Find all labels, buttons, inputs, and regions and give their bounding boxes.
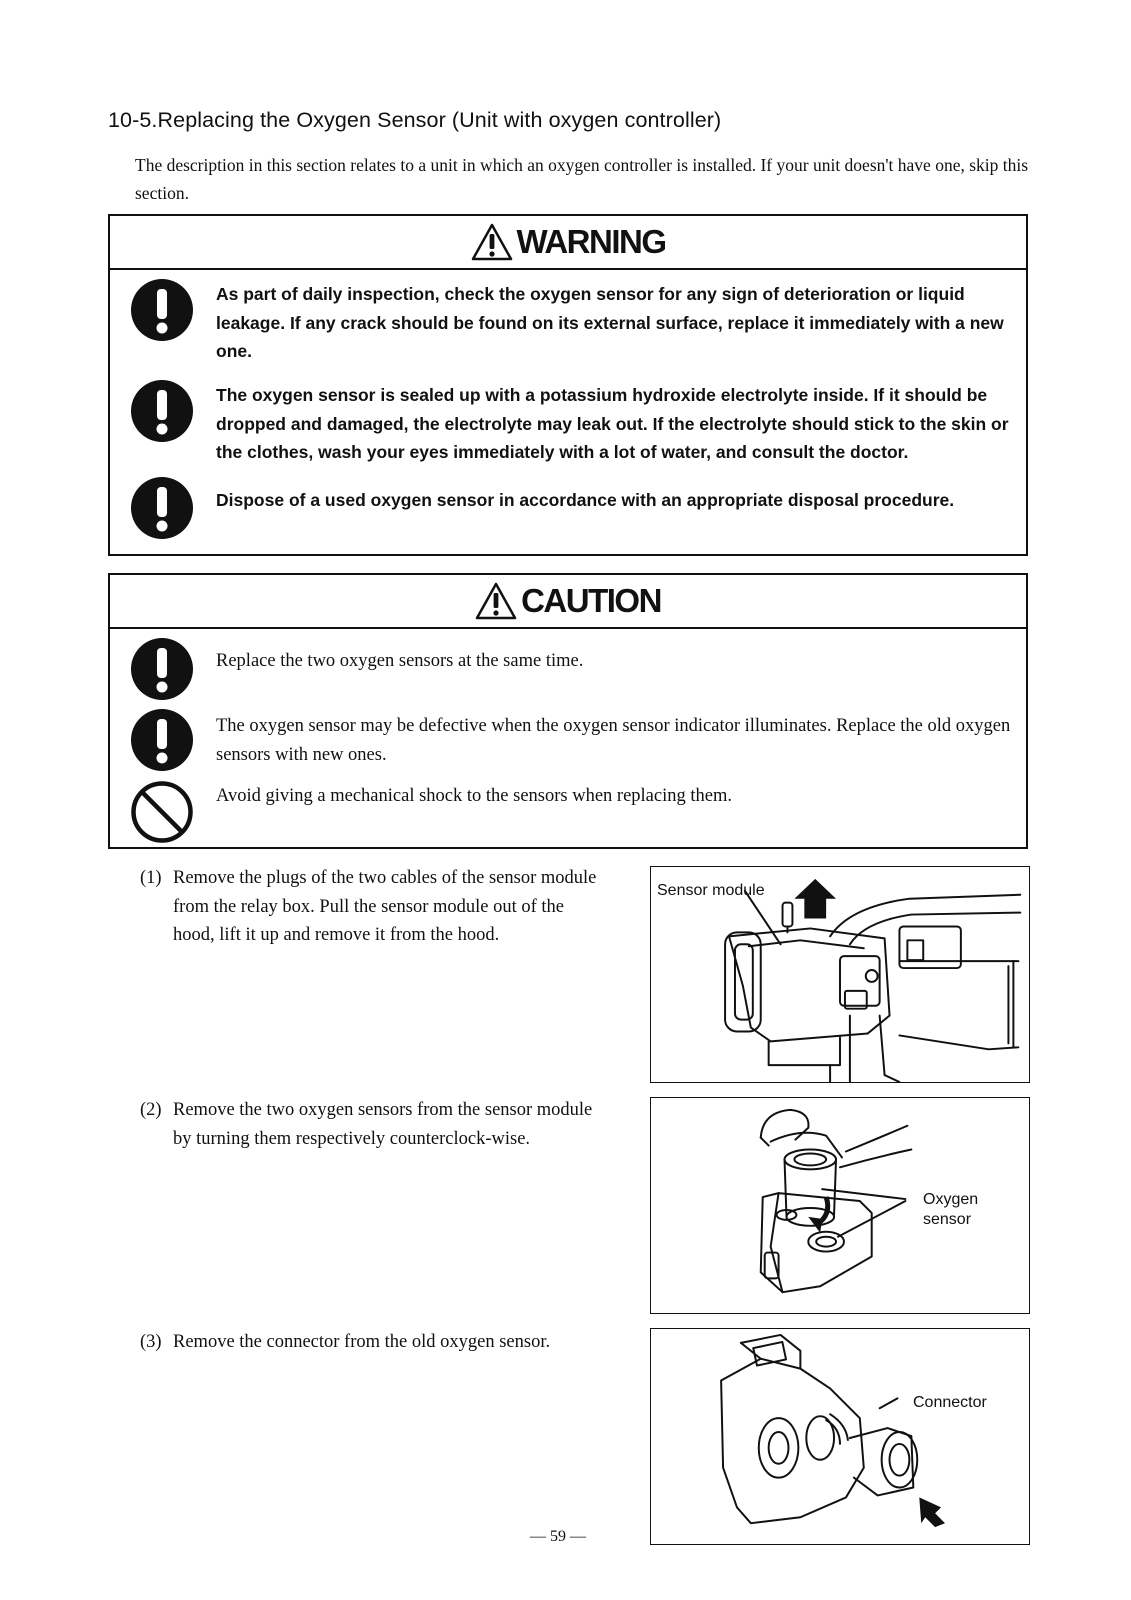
mandatory-action-icon [130,278,194,342]
figure-connector [650,1328,1030,1545]
step-text: Remove the plugs of the two cables of the sensor module from the relay box. Pull the sensor module out of the hood, lift it up and remove it from the hood. [173,868,597,945]
step-number: (1) [140,868,162,888]
step-text: Remove the connector from the old oxygen sensor. [173,1332,551,1352]
warning-triangle-icon [471,223,513,261]
warning-triangle-icon [475,582,517,620]
section-heading: 10-5.Replacing the Oxygen Sensor (Unit with oxygen controller) [108,108,722,132]
callout-connector: Connector [913,1394,987,1411]
caution-header [110,575,1026,629]
caution-title: CAUTION [521,582,661,619]
mandatory-action-icon [130,708,194,772]
caution-item-text: Avoid giving a mechanical shock to the sensors when replacing them. [216,786,732,806]
warning-item-text: The oxygen sensor is sealed up with a potassium hydroxide electrolyte inside. If it should be dropped and damaged, the electrolyte may leak out. If the electrolyte should stick to the skin or the clothes, wash your eyes immediately with a lot of water, and consult the doctor. [216,385,1009,462]
warning-title: WARNING [516,223,666,260]
connector-illustration [651,1329,1029,1544]
warning-item-text: Dispose of a used oxygen sensor in accordance with an appropriate disposal procedure. [216,490,955,510]
warning-item-text: As part of daily inspection, check the oxygen sensor for any sign of deterioration or liquid leakage. If any crack should be found on its external surface, replace it immediately with a new one. [216,284,1004,361]
step-1 [140,864,600,950]
caution-item-text: The oxygen sensor may be defective when the oxygen sensor indicator illuminates. Replace the old oxygen sensors with new ones. [216,716,1011,765]
step-text: Remove the two oxygen sensors from the sensor module by turning them respectively counterclock-wise. [173,1100,593,1149]
warning-header [110,216,1026,270]
page-number: — 59 — [530,1528,586,1545]
section-intro: The description in this section relates to a unit in which an oxygen controller is installed. If your unit doesn't have one, skip this section. [135,155,1029,203]
callout-oxygen-sensor-line1: Oxygen [923,1191,979,1208]
mandatory-action-icon [130,637,194,701]
step-3 [140,1328,600,1357]
figure-oxygen-sensor [650,1097,1030,1314]
mandatory-action-icon [130,379,194,443]
caution-item-text: Replace the two oxygen sensors at the same time. [216,651,584,671]
mandatory-action-icon [130,476,194,540]
caution-box [108,573,1028,849]
callout-sensor-module: Sensor module [657,882,765,899]
step-number: (3) [140,1332,162,1352]
prohibited-icon [130,780,194,844]
step-number: (2) [140,1100,162,1120]
figure-sensor-module [650,866,1030,1083]
callout-oxygen-sensor-line2: sensor [923,1211,972,1228]
step-2 [140,1096,600,1153]
warning-box [108,214,1028,556]
